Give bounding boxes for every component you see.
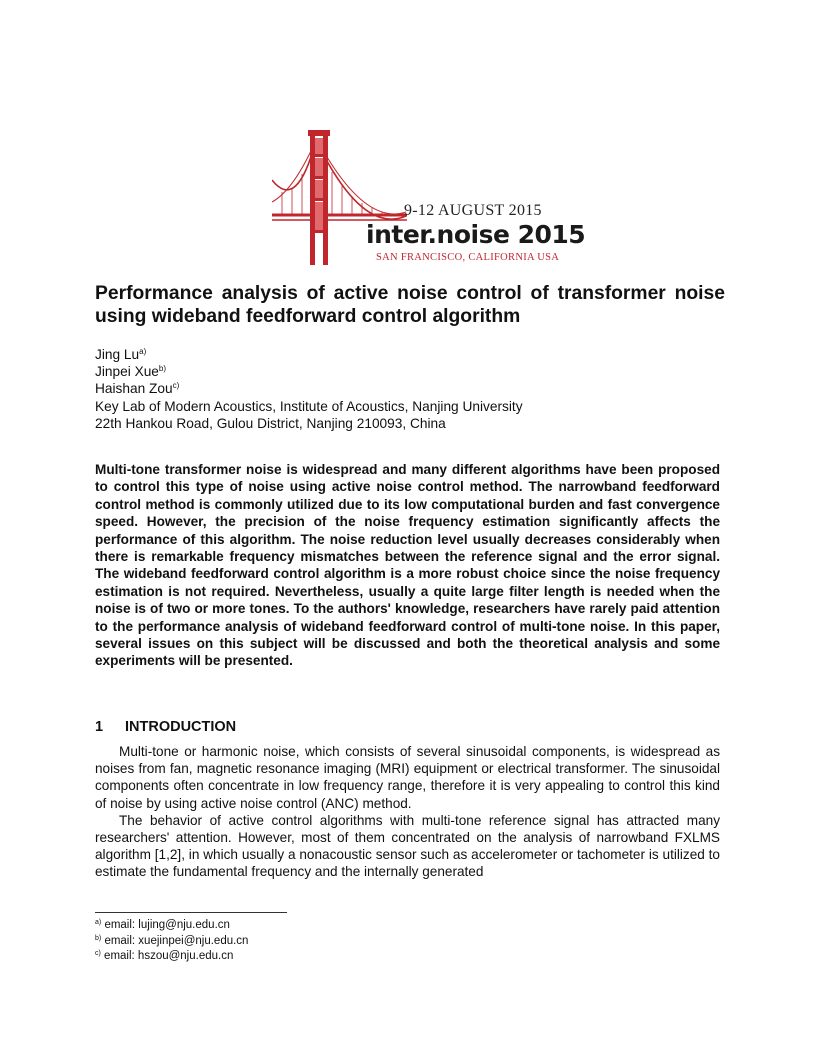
conference-name: inter.noise 2015 — [366, 220, 586, 249]
author-line — [95, 363, 735, 380]
author-line — [95, 346, 735, 363]
address: 22th Hankou Road, Gulou District, Nanjing 210093, China — [95, 415, 446, 431]
footnotes — [95, 918, 248, 965]
footnote-mark: c) — [95, 950, 101, 957]
abstract: Multi-tone transformer noise is widespread and many different algorithms have been proposed to control this type of noise using active noise control method. The narrowband feedforward control method is commonly utilized due to its low computational burden and fast convergence speed. However, the precision of the noise frequency estimation significantly affects the performance of this algorithm. The noise reduction level usually decreases considerably when there is remarkable frequency mismatches between the reference signal and the error signal. The wideband feedforward control algorithm is a more robust choice since the noise frequency estimation is not required. Nevertheless, usually a quite large filter length is needed when the noise is of two or more tones. To the authors' knowledge, researchers have rarely paid attention to the performance analysis of wideband feedforward control of multi-tone noise. In this paper, several issues on this subject will be discussed and both the theoretical analysis and some experiments will be presented. — [95, 462, 720, 669]
footnote — [95, 934, 248, 950]
section-heading — [95, 719, 236, 735]
conference-date: 9-12 AUGUST 2015 — [404, 202, 542, 219]
author-block — [95, 346, 735, 432]
affiliation: Key Lab of Modern Acoustics, Institute of Acoustics, Nanjing University — [95, 398, 523, 414]
author-mark: c) — [172, 381, 180, 391]
author-name: Jinpei Xue — [95, 364, 159, 380]
section-body — [95, 743, 720, 881]
footnote — [95, 949, 248, 965]
section-title: INTRODUCTION — [125, 719, 237, 735]
footnote-divider — [95, 912, 287, 913]
conference-location: SAN FRANCISCO, CALIFORNIA USA — [376, 252, 560, 263]
author-name: Haishan Zou — [95, 381, 173, 397]
footnote-email: email: xuejinpei@nju.edu.cn — [104, 934, 249, 947]
paragraph: The behavior of active control algorithms with multi-tone reference signal has attracted many researchers' attention. However, most of them concentrated on the analysis of narrowband FXLMS algorithm [1,2], in which usually a nonacoustic sensor such as accelerometer or tachometer is utilized to estimate the fundamental frequency and the internally generated — [95, 812, 720, 880]
footnote-email: email: hszou@nju.edu.cn — [104, 950, 234, 962]
footnote-mark: a) — [95, 919, 102, 926]
paragraph: Multi-tone or harmonic noise, which consists of several sinusoidal components, is widespread as noises from fan, magnetic resonance imaging (MRI) equipment or electrical transformer. The sinusoidal components often concentrate in low frequency range, therefore it is very appealing to control this kind of noise by using active noise control (ANC) method. — [95, 744, 720, 811]
footnote-email: email: lujing@nju.edu.cn — [104, 919, 230, 931]
footnote — [95, 918, 248, 934]
paper-title: Performance analysis of active noise control of transformer noise using wideband feedforward control algorithm — [95, 283, 725, 327]
footnote-mark: b) — [95, 934, 102, 942]
author-mark: b) — [158, 364, 167, 374]
section-number: 1 — [95, 719, 104, 735]
author-mark: a) — [139, 347, 147, 356]
conference-logo — [272, 130, 586, 265]
author-line — [95, 380, 735, 397]
author-name: Jing Lu — [95, 347, 140, 362]
